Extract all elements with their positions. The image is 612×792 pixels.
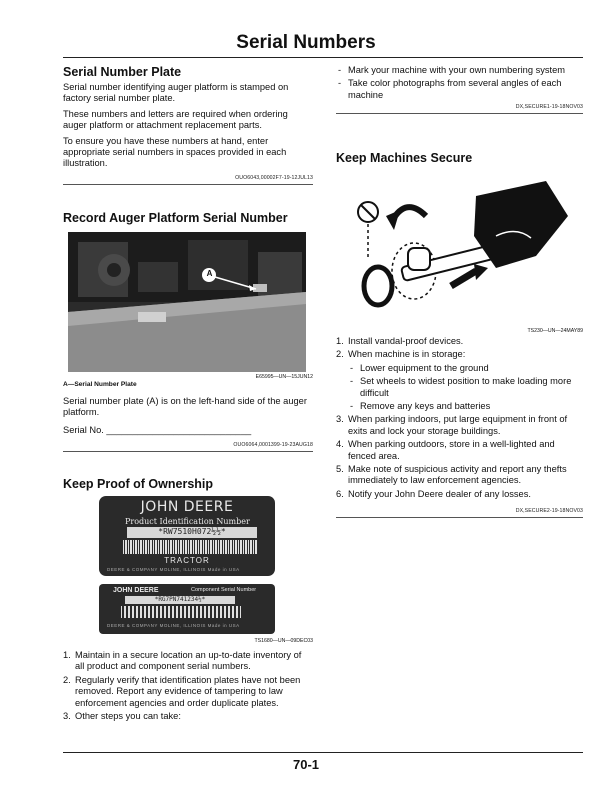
- section-divider: [63, 184, 313, 185]
- section-divider: [63, 451, 313, 452]
- list-item: 5. Make note of suspicious activity and report any thefts immediately to law enforcement agencies.: [336, 464, 567, 486]
- image-reference: TS1680—UN—09DEC03: [254, 638, 313, 644]
- keys-hand-image: [346, 176, 576, 326]
- storage-list: [348, 363, 583, 413]
- other-steps-continued: [336, 65, 583, 114]
- image-reference: E65995—UN—15JUN12: [255, 374, 313, 380]
- plate-maker: DEERE & COMPANY MOLINE, ILLINOIS Made in USA: [107, 623, 240, 628]
- plate-kind: TRACTOR: [164, 556, 210, 565]
- plate-brand: JOHN DEERE: [140, 499, 234, 515]
- component-serial-plate: [99, 584, 275, 634]
- footer-rule: [63, 752, 583, 753]
- section-divider: [336, 517, 583, 518]
- plate-brand: JOHN DEERE: [113, 587, 159, 594]
- list-item: - Set wheels to widest position to make loading more difficult: [348, 376, 583, 399]
- paragraph: Serial number plate (A) is on the left-hand side of the auger platform.: [63, 396, 307, 418]
- list-item: - Lower equipment to the ground: [348, 363, 583, 374]
- page-title: Serial Numbers: [236, 32, 376, 53]
- barcode: [121, 606, 241, 618]
- image-reference: TS230—UN—24MAY89: [527, 328, 583, 334]
- section-heading: Record Auger Platform Serial Number: [63, 211, 288, 225]
- list-item: - Remove any keys and batteries: [348, 401, 583, 412]
- barcode: [123, 540, 257, 554]
- record-serial-section: [63, 211, 313, 452]
- other-steps-list: [336, 65, 583, 101]
- security-steps: [336, 336, 583, 500]
- list-item: 6. Notify your John Deere dealer of any losses.: [336, 488, 531, 499]
- section-divider: [336, 113, 583, 114]
- paragraph: Serial number identifying auger platform is stamped on factory serial number plate.: [63, 82, 289, 104]
- plate-code: *RG7PN741234½*: [125, 596, 235, 604]
- proof-of-ownership-section: [63, 477, 313, 724]
- paragraph: To ensure you have these numbers at hand, enter appropriate serial numbers in spaces provided in each illustration.: [63, 135, 287, 169]
- list-item: 1. Install vandal-proof devices.: [336, 336, 464, 346]
- plate-title: Component Serial Number: [191, 587, 257, 593]
- plate-title: Product Identification Number: [125, 517, 250, 526]
- section-heading: Serial Number Plate: [63, 65, 182, 79]
- section-heading: Keep Proof of Ownership: [63, 477, 214, 491]
- ownership-steps: [63, 650, 313, 722]
- key-illustration: [346, 176, 576, 326]
- page-number: 70-1: [292, 757, 320, 772]
- list-item: 3. Other steps you can take:: [63, 711, 181, 722]
- header-rule: [63, 57, 583, 58]
- list-item: 1. Maintain in a secure location an up-to-date inventory of all product and component serial numbers.: [63, 650, 302, 672]
- keep-machines-secure-section: [336, 151, 583, 518]
- plate-code: *RW7510H072½½*: [127, 527, 257, 538]
- serial-number-plate-section: [63, 65, 313, 185]
- callout-a: A: [206, 269, 213, 278]
- platform-photo: [68, 232, 306, 372]
- list-item: 2. Regularly verify that identification plates have not been removed. Report any evidence of tampering to law enforcement agencies and order duplicate plates.: [63, 674, 301, 708]
- plate-maker: DEERE & COMPANY MOLINE, ILLINOIS Made in USA: [107, 567, 240, 572]
- list-item: 3. When parking indoors, put large equipment in front of exits and lock your storage buildings.: [336, 414, 568, 436]
- product-id-plate: [99, 496, 275, 576]
- auger-platform-image: [68, 232, 306, 372]
- paragraph: These numbers and letters are required when ordering auger platform or attachment replacement parts.: [63, 108, 288, 131]
- figure-caption: A—Serial Number Plate: [63, 381, 137, 388]
- list-item: 4. When parking outdoors, store in a well-lighted and fenced area.: [336, 439, 555, 461]
- id-plates-image: [63, 496, 313, 636]
- section-heading: Keep Machines Secure: [336, 151, 473, 165]
- reference-code: OUO6064,0001399-19-23AUG18: [233, 442, 313, 449]
- list-item: - Take color photographs from several angles of each machine: [336, 78, 583, 101]
- reference-code: DX,SECURE1-19-18NOV03: [515, 104, 583, 111]
- reference-code: DX,SECURE2-19-18NOV03: [515, 508, 583, 515]
- list-item: 2. When machine is in storage: - Lower equipment to the ground - Set wheels to widest position to make loading more difficult - Remove any keys and batteries: [336, 349, 583, 412]
- reference-code: OUO6043,00002F7-19-12JUL13: [235, 174, 313, 181]
- list-item: - Mark your machine with your own numbering system: [336, 65, 583, 76]
- serial-no-field: Serial No. ____________________________: [63, 424, 252, 435]
